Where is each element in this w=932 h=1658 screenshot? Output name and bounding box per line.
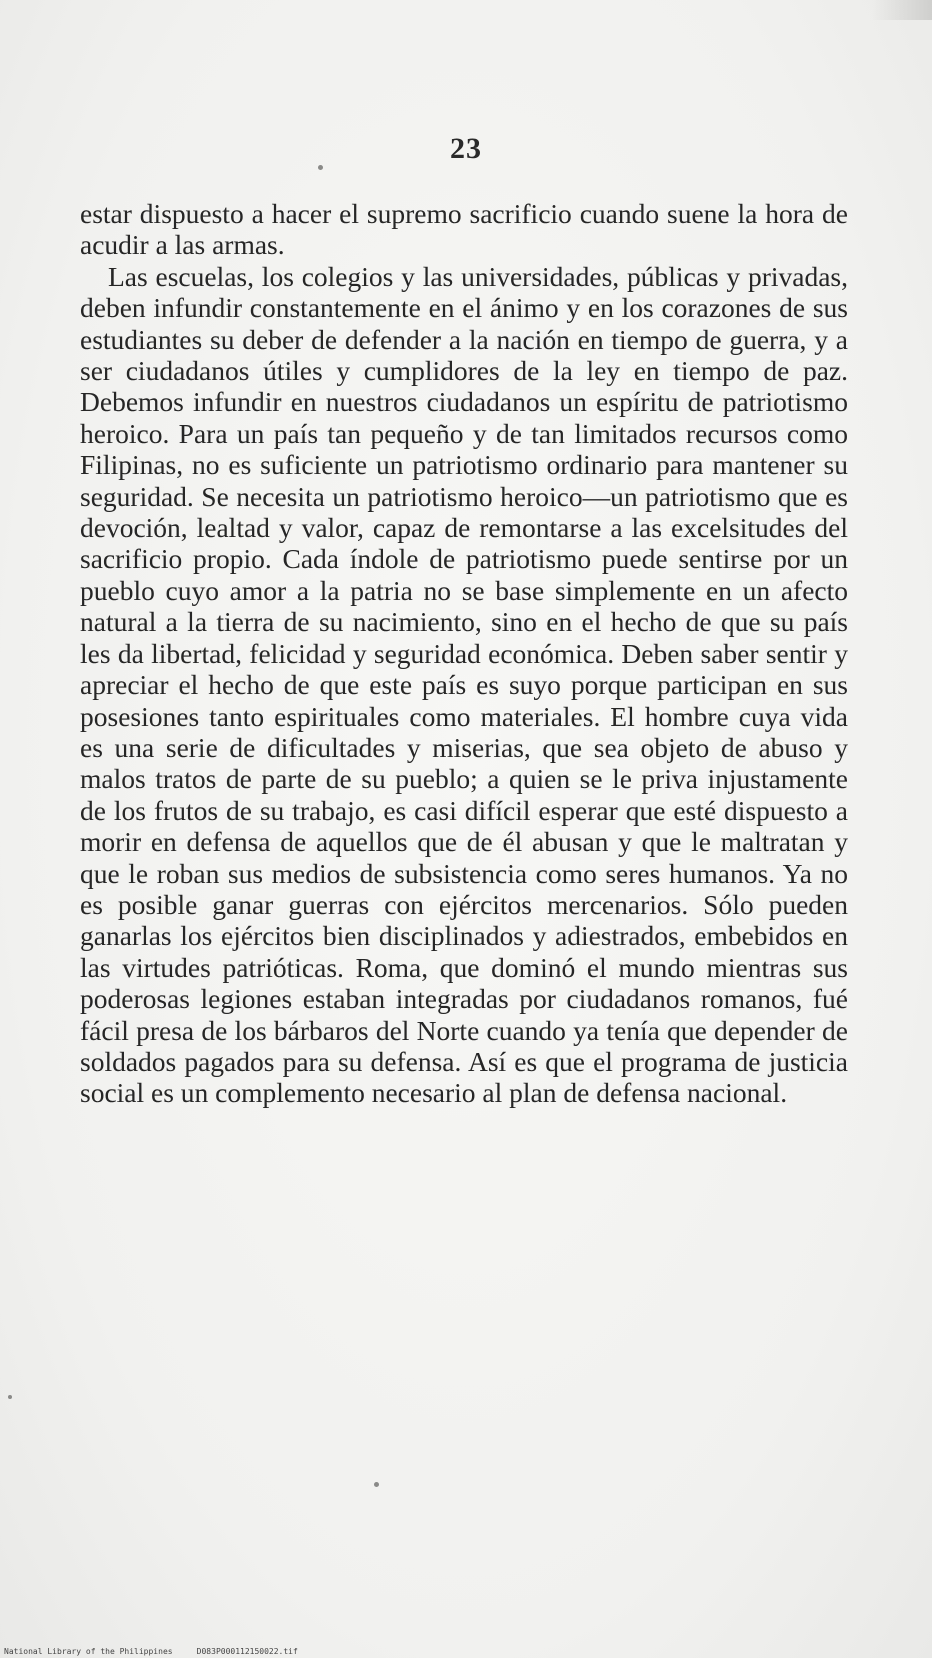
page-number: 23 xyxy=(450,132,482,165)
paragraph-main: Las escuelas, los colegios y las universidades, públicas y privadas, deben infundir constantemente en el ánimo y en los corazones de sus estudiantes su deber de defender a la nación en tiempo de guerra, y a ser ciudadanos útiles y cumplidores de la ley en tiempo de paz. Debemos infundir en nuestros ciudadanos un espíritu de patriotismo heroico. Para un país tan pequeño y de tan limitados recursos como Filipinas, no es suficiente un patriotismo ordinario para mantener su seguridad. Se necesita un patriotismo heroico—un patriotismo que es devoción, lealtad y valor, capaz de remontarse a las excelsitudes del sacrificio propio. Cada índole de patriotismo puede sentirse por un pueblo cuyo amor a la patria no se base simplemente en un afecto natural a la tierra de su nacimiento, sino en el hecho de que su país les da libertad, felicidad y seguridad económica. Deben saber sentir y apreciar el hecho de que este país es suyo porque participan en sus posesiones tanto espirituales como materiales. El hombre cuya vida es una serie de dificultades y miserias, que sea objeto de abuso y malos tratos de parte de su pueblo; a quien se le priva injustamente de los frutos de su trabajo, es casi difícil esperar que esté dispuesto a morir en defensa de aquellos que de él abusan y que le maltratan y que le roban sus medios de subsistencia como seres humanos. Ya no es posible ganar guerras con ejércitos mercenarios. Sólo pueden ganarlas los ejércitos bien disciplinados y adiestrados, embebidos en las virtudes patrióticas. Roma, que dominó el mundo mientras sus poderosas legiones estaban integradas por ciudadanos romanos, fué fácil presa de los bárbaros del Norte cuando ya tenía que depender de soldados pagados para su defensa. Así es que el programa de justicia social es un complemento necesario al plan de defensa nacional. xyxy=(80,260,848,1109)
footer-library: National Library of the Philippines xyxy=(4,1647,173,1656)
body-text xyxy=(80,198,848,1109)
paragraph-continuation: estar dispuesto a hacer el supremo sacrificio cuando suene la hora de acudir a las armas. xyxy=(80,198,848,261)
scan-footer xyxy=(4,1647,298,1656)
scan-edge-shadow xyxy=(872,0,932,20)
speck xyxy=(8,1395,12,1399)
footer-file: D083P000112150022.tif xyxy=(196,1647,298,1656)
speck xyxy=(374,1482,379,1487)
speck xyxy=(318,165,323,170)
